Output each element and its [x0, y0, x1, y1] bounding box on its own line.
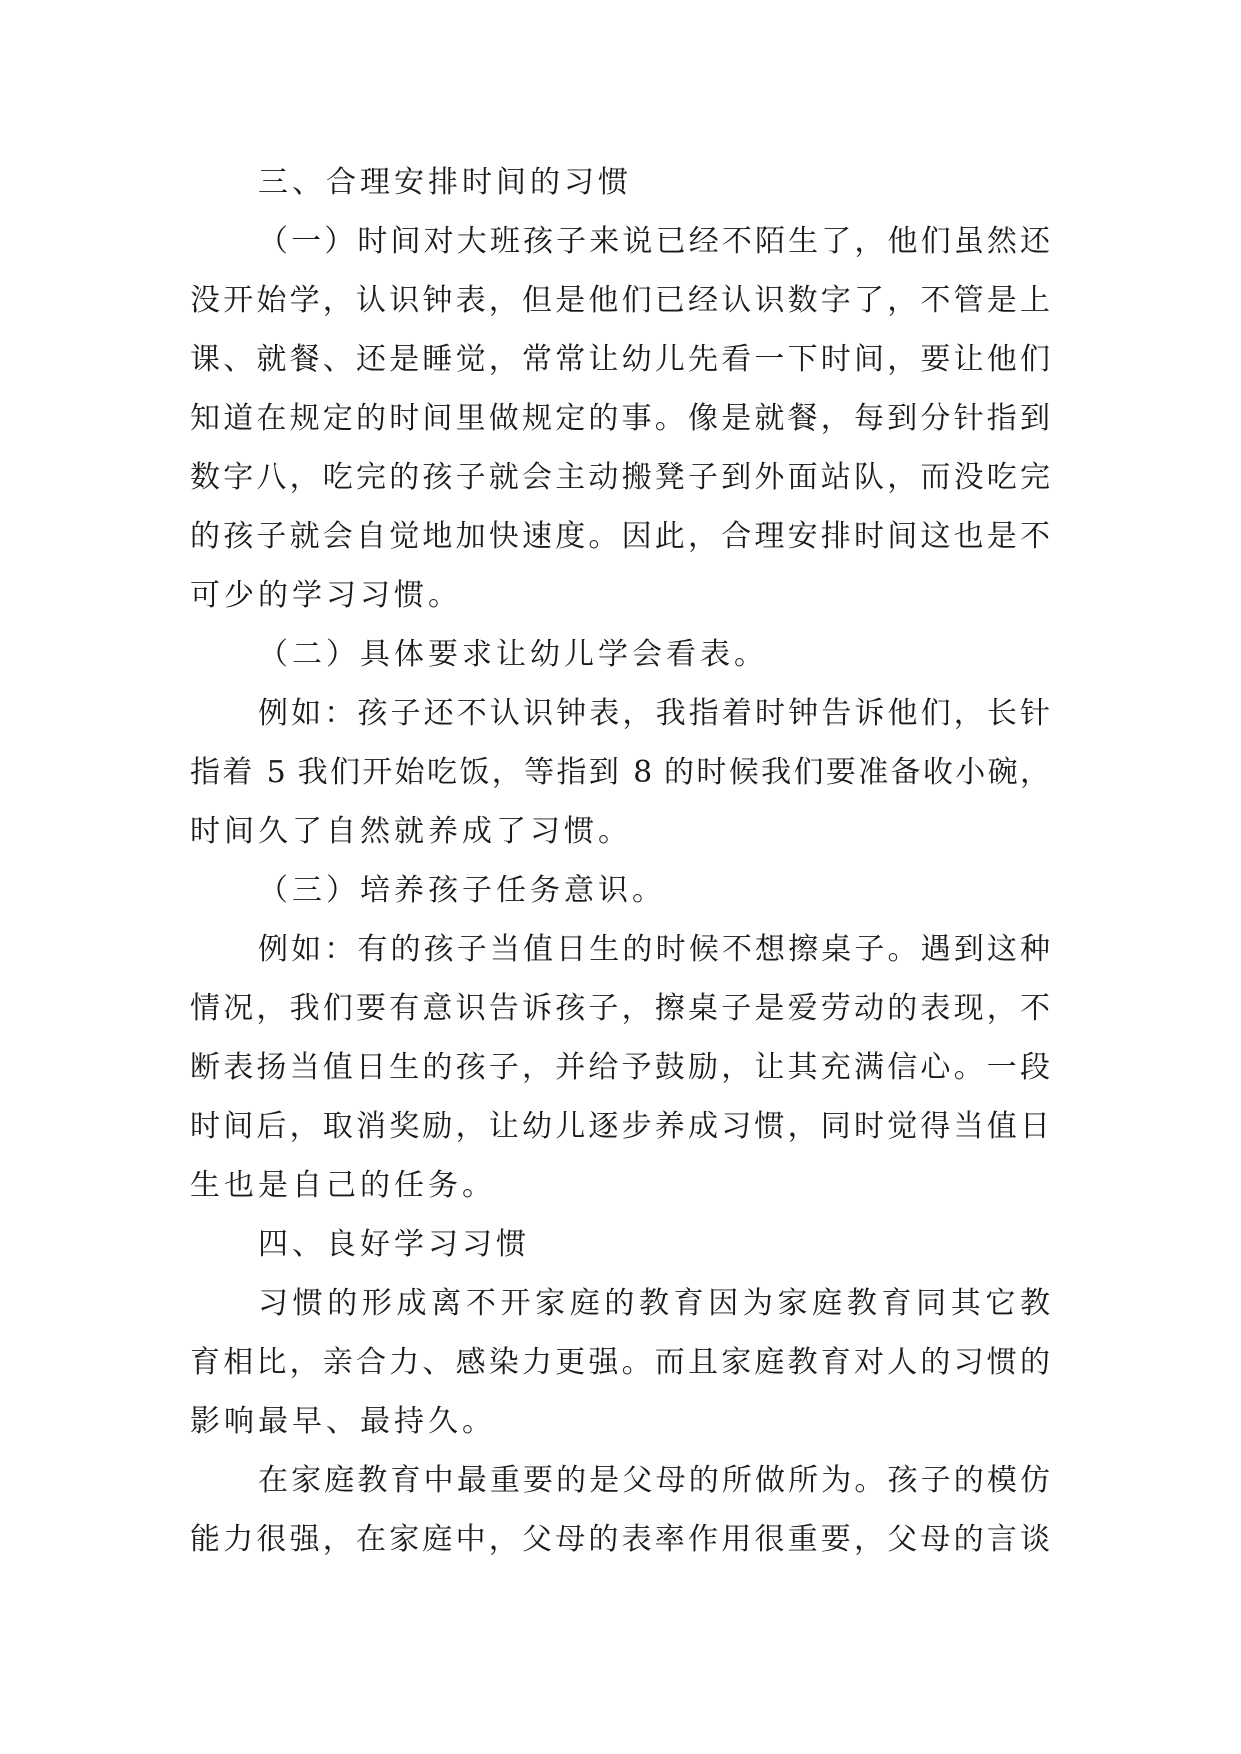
paragraph-line: 例如：孩子还不认识钟表，我指着时钟告诉他们，长针 [258, 696, 1050, 731]
paragraph-line: 时间久了自然就养成了习惯。 [190, 814, 632, 849]
paragraph-line: 可少的学习习惯。 [190, 578, 462, 613]
paragraph-line: 课、就餐、还是睡觉，常常让幼儿先看一下时间，要让他们 [190, 342, 1050, 377]
subsection-heading: （三）培养孩子任务意识。 [258, 873, 666, 908]
paragraph-line: 数字八，吃完的孩子就会主动搬凳子到外面站队，而没吃完 [190, 460, 1050, 495]
paragraph-line: 生也是自己的任务。 [190, 1168, 496, 1203]
paragraph-line: 在家庭教育中最重要的是父母的所做所为。孩子的模仿 [258, 1463, 1050, 1498]
paragraph-line: 能力很强，在家庭中，父母的表率作用很重要，父母的言谈 [190, 1522, 1050, 1557]
paragraph-line: 育相比，亲合力、感染力更强。而且家庭教育对人的习惯的 [190, 1345, 1050, 1380]
paragraph-line: 时间后，取消奖励，让幼儿逐步养成习惯，同时觉得当值日 [190, 1109, 1050, 1144]
subsection-heading: （二）具体要求让幼儿学会看表。 [258, 637, 768, 672]
paragraph-line: 影响最早、最持久。 [190, 1404, 496, 1439]
paragraph-line: （一）时间对大班孩子来说已经不陌生了，他们虽然还 [258, 224, 1050, 259]
paragraph-line: 断表扬当值日生的孩子，并给予鼓励，让其充满信心。一段 [190, 1050, 1050, 1085]
section-heading: 三、合理安排时间的习惯 [258, 165, 632, 200]
paragraph-line: 知道在规定的时间里做规定的事。像是就餐，每到分针指到 [190, 401, 1050, 436]
paragraph-line: 情况，我们要有意识告诉孩子，擦桌子是爱劳动的表现，不 [190, 991, 1050, 1026]
paragraph-line: 的孩子就会自觉地加快速度。因此，合理安排时间这也是不 [190, 519, 1050, 554]
paragraph-line: 指着 5 我们开始吃饭，等指到 8 的时候我们要准备收小碗， [190, 755, 1050, 790]
section-heading: 四、良好学习习惯 [258, 1227, 530, 1262]
paragraph-line: 习惯的形成离不开家庭的教育因为家庭教育同其它教 [258, 1286, 1050, 1321]
paragraph-line: 没开始学，认识钟表，但是他们已经认识数字了，不管是上 [190, 283, 1050, 318]
paragraph-line: 例如：有的孩子当值日生的时候不想擦桌子。遇到这种 [258, 932, 1050, 967]
